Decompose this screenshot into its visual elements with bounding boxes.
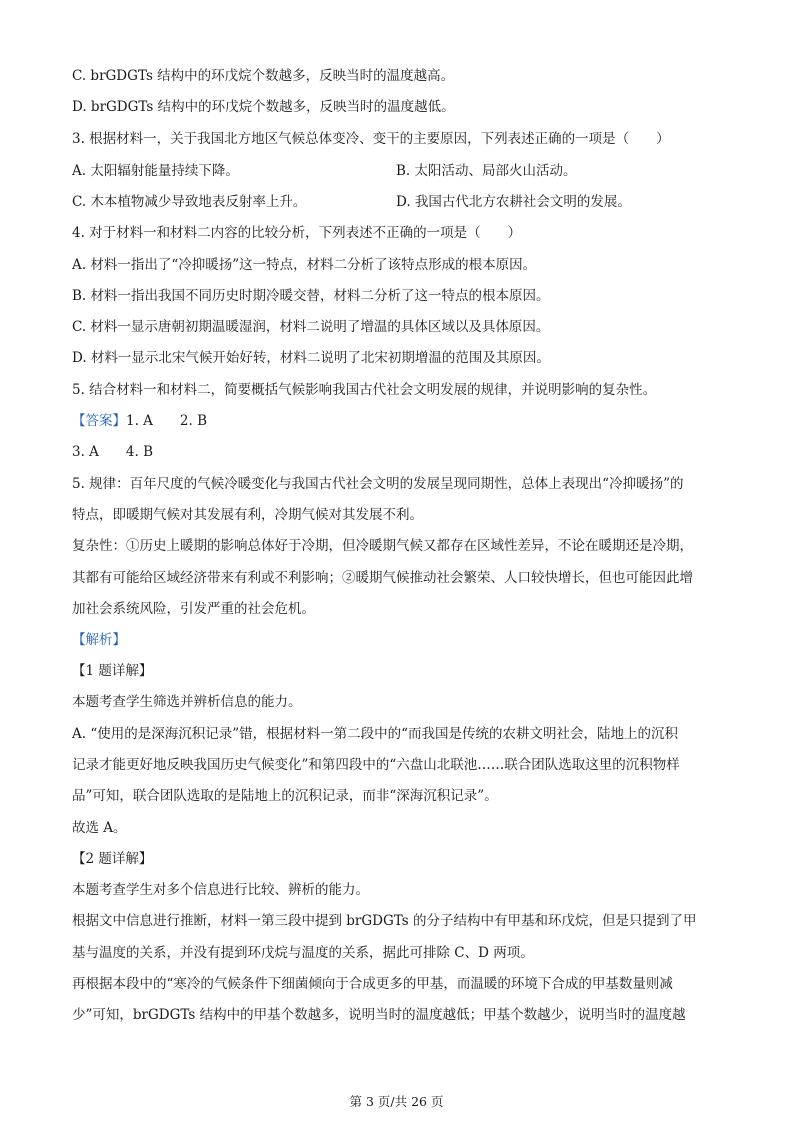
answer-values-2: 3. A 4. B [72,444,154,460]
option-3a: A. 太阳辐射能量持续下降。 [72,163,239,179]
detail-2-line-4: 再根据本段中的“寒冷的气候条件下细菌倾向于合成更多的甲基，而温暖的环境下合成的甲基数量则减 [72,976,673,992]
answer-label: 【答案】 [72,413,126,429]
detail-2-line-5: 少”可知，brGDGTs 结构中的甲基个数越多，说明当时的温度越低；甲基个数越少，说明当时的温度越 [72,1007,686,1023]
answer-5-line-4: 其都有可能给区域经济带来有利或不利影响；②暖期气候推动社会繁荣、人口较快增长，但也可能因此增 [72,570,693,586]
answer-5-line-2: 特点，即暖期气候对其发展有利，冷期气候对其发展不利。 [72,507,423,523]
detail-2-title: 【2 题详解】 [72,851,153,867]
detail-1-title: 【1 题详解】 [72,663,153,679]
question-4: 4. 对于材料一和材料二内容的比较分析，下列表述不正确的一项是（ ） [72,225,522,241]
detail-1-line-5: 故选 A。 [72,820,127,836]
answer-line-1 [72,411,207,431]
detail-2-line-1: 本题考查学生对多个信息进行比较、辨析的能力。 [72,882,369,898]
question-5: 5. 结合材料一和材料二，简要概括气候影响我国古代社会文明发展的规律，并说明影响的复杂性。 [72,382,657,398]
option-4a: A. 材料一指出了“冷抑暖扬”这一特点，材料二分析了该特点形成的根本原因。 [72,257,537,273]
answer-5-line-3: 复杂性：①历史上暖期的影响总体好于冷期，但冷暖期气候又都存在区域性差异，不论在暖期还是冷期， [72,538,693,554]
option-4c: C. 材料一显示唐朝初期温暖湿润，材料二说明了增温的具体区域以及具体原因。 [72,319,550,335]
option-2c: C. brGDGTs 结构中的环戊烷个数越多，反映当时的温度越高。 [72,68,455,84]
analysis-label: 【解析】 [72,632,126,648]
answer-values-1: 1. A 2. B [126,413,208,429]
option-3b: B. 太阳活动、局部火山活动。 [396,163,577,179]
option-3d: D. 我国古代北方农耕社会文明的发展。 [396,194,631,210]
detail-1-line-4: 品”可知，联合团队选取的是陆地上的沉积记录，而非“深海沉积记录”。 [72,788,498,804]
detail-2-line-2: 根据文中信息进行推断，材料一第三段中提到 brGDGTs 的分子结构中有甲基和环戊烷，但是只提到了甲 [72,913,697,929]
detail-1-line-3: 记录才能更好地反映我国历史气候变化”和第四段中的“六盘山北联池……联合团队选取这里的沉积物样 [72,757,680,773]
question-3: 3. 根据材料一，关于我国北方地区气候总体变冷、变干的主要原因，下列表述正确的一项是（ ） [72,131,670,147]
detail-1-line-1: 本题考查学生筛选并辨析信息的能力。 [72,694,302,710]
option-4b: B. 材料一指出我国不同历史时期冷暖交替，材料二分析了这一特点的根本原因。 [72,288,550,304]
option-3c: C. 木本植物减少导致地表反射率上升。 [72,194,307,210]
option-4d: D. 材料一显示北宋气候开始好转，材料二说明了北宋初期增温的范围及其原因。 [72,350,550,366]
answer-5-line-5: 加社会系统风险，引发严重的社会危机。 [72,601,315,617]
detail-1-line-2: A. “使用的是深海沉积记录”错，根据材料一第二段中的“而我国是传统的农耕文明社会，陆地上的沉积 [72,726,679,742]
option-2d: D. brGDGTs 结构中的环戊烷个数越多，反映当时的温度越低。 [72,99,455,115]
page-number-footer: 第 3 页/共 26 页 [349,1094,444,1109]
detail-2-line-3: 基与温度的关系，并没有提到环戊烷与温度的关系，据此可排除 C、D 两项。 [72,945,534,961]
answer-5-line-1: 5. 规律：百年尺度的气候冷暖变化与我国古代社会文明的发展呈现同期性，总体上表现出“冷抑暖扬”的 [72,476,684,492]
